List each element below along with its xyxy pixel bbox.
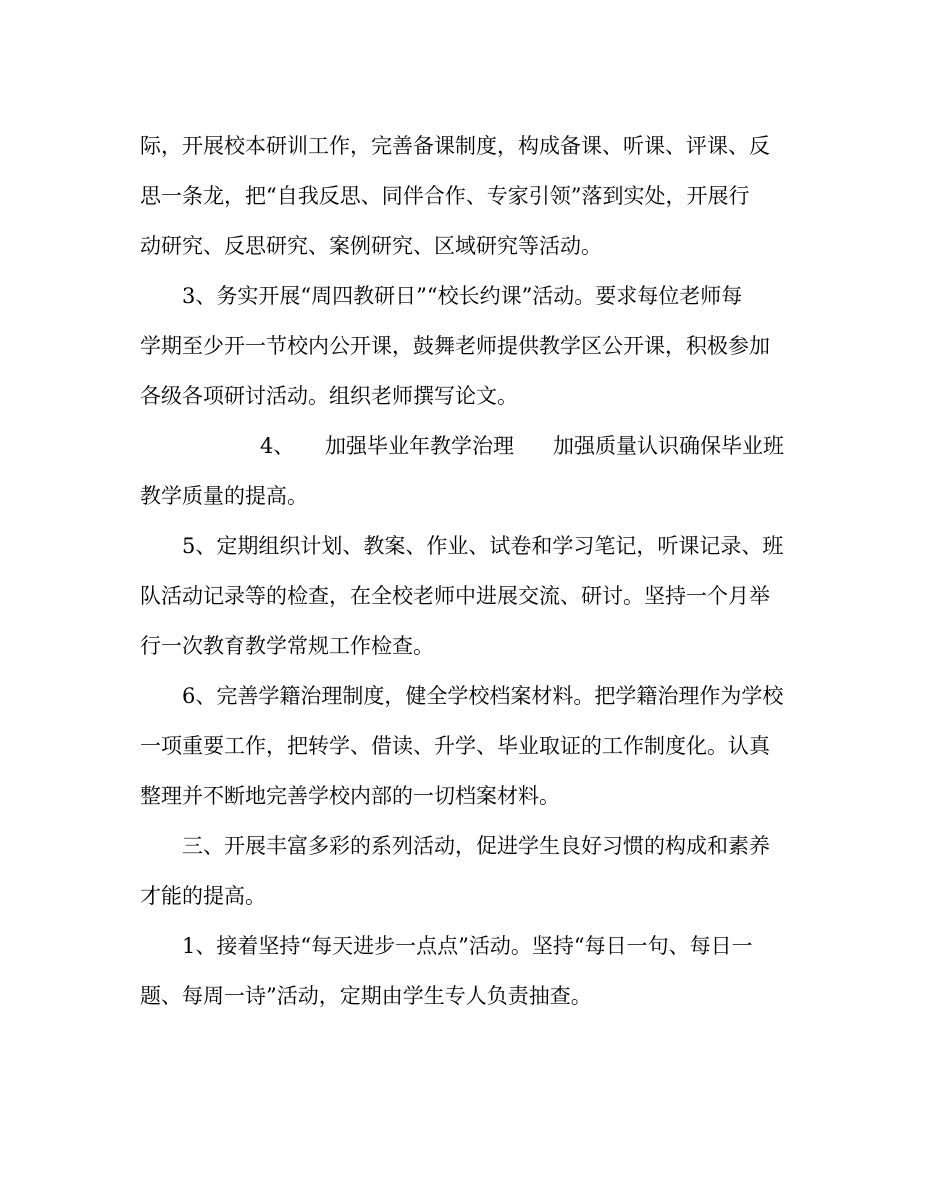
list-number: 4、 (260, 434, 295, 458)
text-line: 教学质量的提高。 (140, 484, 308, 508)
text-line: 才能的提高。 (140, 884, 266, 908)
text-line: 3、务实开展“周四教研日”“校长约课”活动。要求每位老师每 (182, 284, 743, 308)
text-line: 际，开展校本研训工作，完善备课制度，构成备课、听课、评课、反 (140, 134, 770, 158)
section-heading: 加强毕业年教学治理 (325, 434, 514, 458)
text-line: 5、定期组织计划、教案、作业、试卷和学习笔记，听课记录、班 (182, 534, 784, 558)
text-line: 一项重要工作，把转学、借读、升学、毕业取证的工作制度化。认真 (140, 734, 770, 758)
text-line: 6、完善学籍治理制度，健全学校档案材料。把学籍治理作为学校 (182, 684, 784, 708)
text-line: 整理并不断地完善学校内部的一切档案材料。 (140, 784, 560, 808)
text-line: 三、开展丰富多彩的系列活动，促进学生良好习惯的构成和素养 (182, 834, 770, 858)
text-line: 动研究、反思研究、案例研究、区域研究等活动。 (140, 234, 602, 258)
text-line: 各级各项研讨活动。组织老师撰写论文。 (140, 384, 518, 408)
text-line: 学期至少开一节校内公开课，鼓舞老师提供教学区公开课，积极参加 (140, 334, 770, 358)
text-run: 加强质量认识确保毕业班 (553, 434, 784, 458)
text-line: 队活动记录等的检查，在全校老师中进展交流、研讨。坚持一个月举 (140, 584, 770, 608)
text-line: 思一条龙，把“自我反思、同伴合作、专家引领”落到实处，开展行 (140, 184, 750, 208)
text-line: 行一次教育教学常规工作检查。 (140, 634, 434, 658)
text-line: 1、接着坚持“每天进步一点点”活动。坚持“每日一句、每日一 (182, 934, 753, 958)
text-line: 题、每周一诗”活动，定期由学生专人负责抽查。 (140, 984, 592, 1008)
